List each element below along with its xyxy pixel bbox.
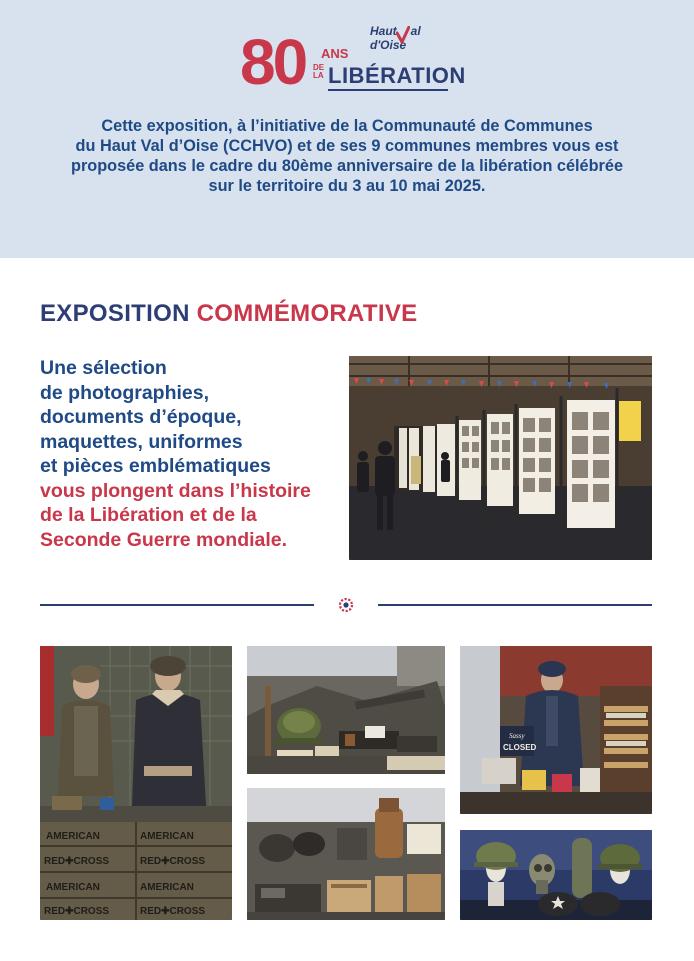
- section-title-part1: EXPOSITION: [40, 300, 190, 327]
- exhibition-hall-photo: [349, 356, 652, 560]
- liberation-80-logo: [238, 24, 466, 102]
- description-line: Une sélection: [40, 357, 167, 379]
- intro-text: [40, 116, 654, 196]
- description-line: vous plongent dans l’histoire: [40, 479, 311, 502]
- crate-label: RED✚CROSS: [44, 856, 110, 867]
- helmet-weapons-photo: [247, 646, 445, 774]
- shop-sign-closed: CLOSED: [503, 743, 537, 752]
- documents-equipment-photo: [247, 788, 445, 920]
- intro-line: Cette exposition, à l’initiative de la Communauté de Communes: [101, 117, 593, 135]
- crate-label: AMERICAN: [140, 882, 194, 893]
- crate-label: RED✚CROSS: [44, 906, 110, 917]
- crate-label: AMERICAN: [140, 831, 194, 842]
- divider-right: [378, 604, 652, 606]
- logo-brand-left: Haut: [370, 24, 397, 38]
- logo-liberation: LIBÉRATION: [328, 63, 466, 88]
- shop-display-photo: [460, 646, 652, 814]
- logo-ans: ANS: [321, 46, 349, 61]
- logo-number: 80: [240, 26, 306, 98]
- description-line: documents d’époque,: [40, 406, 242, 428]
- crate-label: AMERICAN: [46, 882, 100, 893]
- intro-line: sur le territoire du 3 au 10 mai 2025.: [208, 177, 486, 195]
- logo-brand-right: al d'Oise: [370, 24, 421, 52]
- section-title: [40, 300, 417, 328]
- divider-left: [40, 604, 314, 606]
- shop-sign-sassy: Sassy: [509, 732, 525, 740]
- description-line: Seconde Guerre mondiale.: [40, 528, 288, 551]
- helmets-photo: [460, 830, 652, 920]
- description-line: de photographies,: [40, 381, 210, 404]
- description-line: maquettes, uniformes: [40, 430, 243, 453]
- intro-line: proposée dans le cadre du 80ème anniversaire de la libération célébrée: [71, 157, 623, 175]
- intro-line: du Haut Val d’Oise (CCHVO) et de ses 9 communes membres vous est: [75, 137, 619, 155]
- crate-label: RED✚CROSS: [140, 856, 206, 867]
- logo-brand: [370, 24, 458, 52]
- crate-label: AMERICAN: [46, 831, 100, 842]
- exhibition-description: [40, 356, 340, 552]
- header-banner: [0, 0, 694, 258]
- description-line: et pièces emblématiques: [40, 455, 271, 477]
- description-line: de la Libération et de la: [40, 504, 257, 526]
- section-title-part2: COMMÉMORATIVE: [196, 300, 418, 327]
- crate-label: RED✚CROSS: [140, 906, 206, 917]
- logo-de-la: DE LA: [313, 63, 325, 80]
- mannequins-photo: [40, 646, 232, 920]
- flower-divider-icon: [337, 596, 355, 614]
- check-mark-icon: [396, 26, 410, 44]
- logo-underline: [328, 89, 448, 91]
